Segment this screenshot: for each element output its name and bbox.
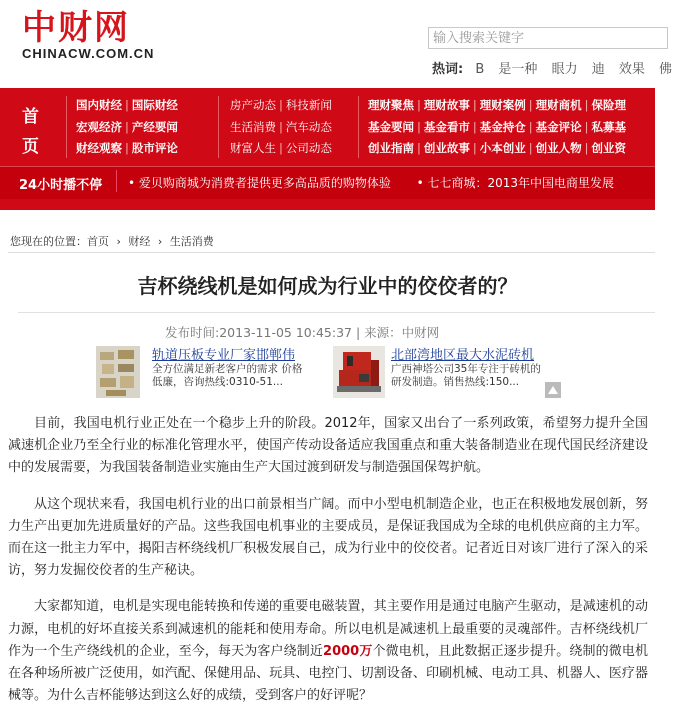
nav-link[interactable]: 基金看市 [423,120,470,134]
article-title: 吉杯绕线机是如何成为行业中的佼佼者的？ [137,274,518,298]
nav-link[interactable]: 创业人物 [535,141,582,155]
nav-link[interactable]: 科技新闻 [285,98,332,112]
ad-description: 广西神塔公司35年专注于砖机的研发制造。销售热线:150... [391,363,541,388]
article-paragraph: 目前，我国电机行业正处在一个稳步上升的阶段。2012年，国家又出台了一系列政策，希望努力提升全国减速机企业乃至全行业的标准化管理水平，使国产传动设备适应我国重点和重大装备制造业在现代国民经济建设中的发展需要，为我国装备制造业实施由生产大国过渡到研发与制造强国保驾护航。 [8,416,648,476]
nav-link[interactable]: 产经要闻 [131,120,178,134]
nav-row: 房产动态 | 科技新闻 [230,98,332,112]
ticker-link[interactable]: • 爱贝购商城为消费者提供更多高品质的购物体验 [128,176,391,190]
hot-word-link[interactable]: 效果 [618,62,645,77]
nav-link[interactable]: 保险理 [591,98,626,112]
search-input[interactable]: 输入搜索关键字 [428,27,668,49]
ad-description: 全方位满足新老客户的需求 价格低廉，咨询热线:0310-51... [152,363,303,388]
divider [18,312,655,313]
nav-row: 国内财经 | 国际财经 [76,98,178,112]
hot-word-link[interactable]: 是一种 [498,62,538,77]
nav-row: 基金要闻 | 基金看市 | 基金持仓 | 基金评论 | 私募基 [368,120,626,134]
ad-image-brick-machine[interactable] [333,346,377,398]
article-paragraph [8,596,648,707]
nav-home-char: 页 [22,137,39,157]
nav-link[interactable]: 基金评论 [535,120,582,134]
breadcrumb-link[interactable]: 首页 [87,235,109,248]
nav-link[interactable]: 公司动态 [285,141,332,155]
paragraph-text: 大家都知道，电机是实现电能转换和传递的重要电磁装置，其主要作用是通过电脑产生驱动，是减速机的动力源，电机的好坏直接关系到减速机的能耗和使用寿命。所以电机是减速机上最重要的灵魂部件。吉杯绕线机厂作为一个生产绕线机的企业，至今，每天为客户绕制近 [8,599,648,659]
site-logo[interactable] [22,10,182,68]
nav-divider [358,96,359,158]
nav-link[interactable]: 创业指南 [368,141,414,155]
chevron-right-icon: › [116,235,121,248]
ticker-divider [116,170,117,192]
breadcrumb-prefix: 您现在的位置： [10,235,87,248]
ticker-label: 24小时播不停 [19,178,103,193]
hot-word-link[interactable]: 眼力 [551,62,578,77]
nav-row: 宏观经济 | 产经要闻 [76,120,178,134]
hot-words-label: 热词: [432,62,464,77]
hot-word-link[interactable]: B [475,62,485,77]
ad-image-rails[interactable] [96,346,140,398]
highlight-number: 2000万 [323,643,373,659]
nav-link[interactable]: 汽车动态 [285,120,332,134]
nav-row: 财富人生 | 公司动态 [230,141,332,155]
nav-home-char: 首 [22,107,39,127]
nav-link[interactable]: 股市评论 [131,141,178,155]
ticker-link[interactable]: • 七七商城：2013年中国电商里发展 [416,176,614,190]
divider [8,252,655,253]
article-body [8,413,648,721]
hot-words-bar [432,58,682,77]
nav-row: 理财聚焦 | 理财故事 | 理财案例 | 理财商机 | 保险理 [368,98,626,112]
ticker-items [128,174,614,191]
breadcrumb-link[interactable]: 财经 [128,235,151,248]
nav-link[interactable]: 房产动态 [230,98,276,112]
article-paragraph: 从这个现状来看，我国电机行业的出口前景相当广阔。而中小型电机制造企业，也正在积极地发展创新，努力生产出更加先进质量好的产品。这些我国电机事业的主要成员，是保证我国成为全球的电机供应商的主力军。而在这一批主力军中，揭阳吉杯绕线机厂积极发展自己，成为行业中的佼佼者。记者近日对该厂进行了深入的采访，努力发掘佼佼者的生产秘诀。 [8,496,648,579]
nav-row: 创业指南 | 创业故事 | 小本创业 | 创业人物 | 创业资 [368,141,626,155]
nav-link[interactable]: 理财商机 [535,98,582,112]
nav-divider [218,96,219,158]
breadcrumb-link[interactable]: 生活消费 [169,235,214,248]
nav-link[interactable]: 小本创业 [479,141,526,155]
chevron-right-icon: › [157,235,163,248]
hot-word-link[interactable]: 佛 [659,62,673,77]
nav-row: 生活消费 | 汽车动态 [230,120,332,134]
article-meta: 发布时间:2013-11-05 10:45:37 | 来源：中财网 [165,325,440,340]
nav-link[interactable]: 创业资 [591,141,626,155]
nav-link[interactable]: 基金持仓 [479,120,526,134]
nav-link[interactable]: 理财聚焦 [368,98,414,112]
nav-link[interactable]: 理财故事 [423,98,470,112]
logo-en-text: CHINACW.COM.CN [22,46,155,61]
nav-link[interactable]: 财经观察 [76,141,122,155]
nav-link[interactable]: 财富人生 [230,141,276,155]
nav-link[interactable]: 生活消费 [230,120,276,134]
nav-row: 财经观察 | 股市评论 [76,141,178,155]
nav-home-link[interactable] [10,88,60,166]
nav-link[interactable]: 理财案例 [479,98,526,112]
paragraph-text: 个微电机，且此数据正逐步提升。绕制的微电机在各种场所被广泛使用，如汽配、保健用品、玩具、电控门、切割设备、印刷机械、电动工具、机器人、医疗器械等。为什么吉杯能够达到这么好的成绩，受到客户的好评呢？ [8,643,648,704]
ad-close-icon[interactable] [545,382,561,398]
nav-link[interactable]: 私募基 [591,120,626,134]
nav-link[interactable]: 宏观经济 [76,120,122,134]
ad-title-link[interactable]: 北部湾地区最大水泥砖机 [391,348,535,363]
nav-divider [66,96,67,158]
nav-link[interactable]: 国内财经 [76,98,122,112]
nav-link[interactable]: 基金要闻 [368,120,414,134]
nav-link[interactable]: 国际财经 [131,98,178,112]
ad-title-link[interactable]: 轨道压板专业厂家邯郸伟 [152,348,296,363]
nav-link[interactable]: 创业故事 [423,141,470,155]
logo-cn-text: 中财网 [22,8,130,48]
breadcrumb [10,233,214,249]
hot-word-link[interactable]: 迪 [591,62,605,77]
